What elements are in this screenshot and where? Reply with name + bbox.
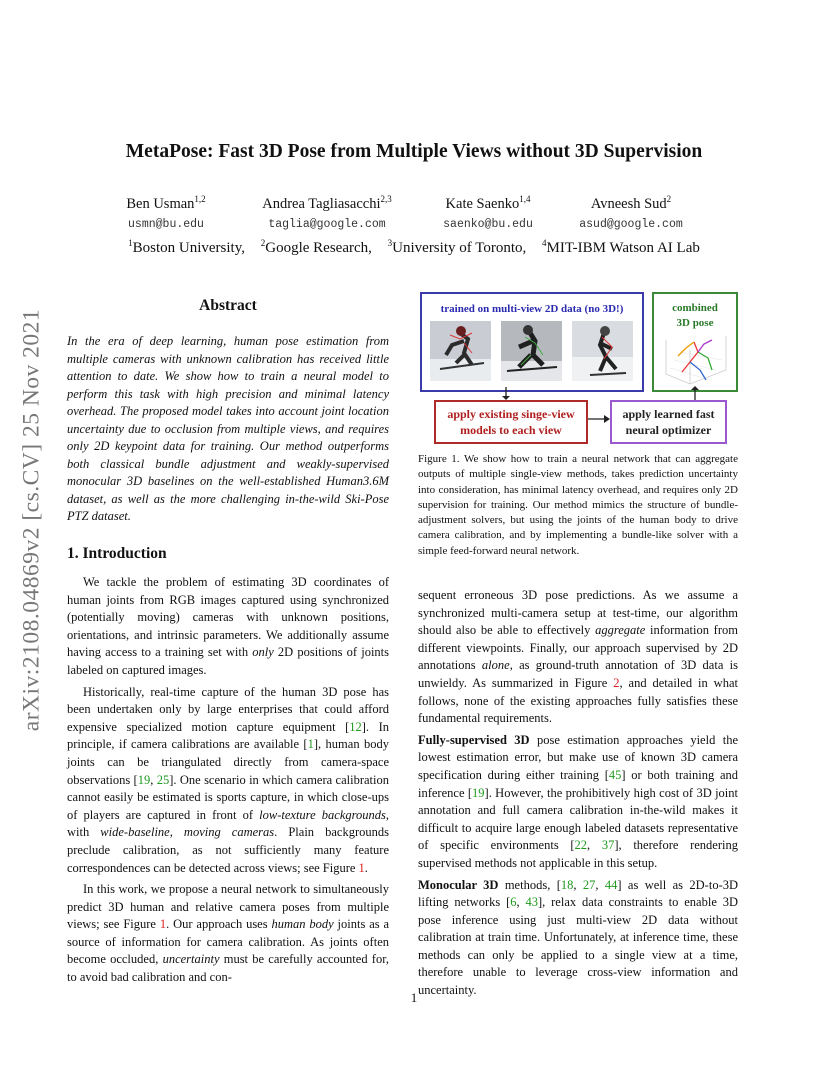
text-run: , — [516, 895, 526, 910]
text-run: must be carefully accounted for, to avoid bad calibration and con- — [67, 952, 390, 985]
affiliation-sup: 2 — [260, 238, 266, 248]
text-run: , — [595, 877, 605, 892]
affiliation-name: MIT-IBM Watson AI Lab — [546, 240, 700, 256]
text-run: ]. In principle, if camera calibrations are available [ — [67, 719, 389, 752]
figure-link[interactable]: 2 — [613, 675, 620, 690]
emphasis: aggregate — [595, 623, 646, 638]
author-email: taglia@google.com — [268, 218, 386, 231]
author-3 — [426, 196, 550, 231]
arxiv-stamp-text: arXiv:2108.04869v2 [cs.CV] 25 Nov 2021 — [18, 308, 45, 732]
text-run: 2D positions of joints labeled on captured images. — [67, 645, 389, 677]
author-sup: 1,2 — [194, 194, 206, 205]
citation-link[interactable]: 27 — [582, 877, 596, 892]
paragraph-lead: Fully-supervised 3D — [418, 732, 530, 747]
text-run: joints as a source of information for camera calibration. As joints often become occluded, — [67, 917, 390, 967]
combined-label-line-2: 3D pose — [676, 317, 714, 329]
skier-image-2 — [501, 321, 562, 381]
arxiv-stamp — [14, 282, 50, 758]
right-paragraph-1 — [418, 587, 738, 728]
emphasis: only — [252, 645, 274, 660]
affiliation-sup: 1 — [128, 238, 133, 248]
text-run: We tackle the problem of estimating 3D coordinates of human joints from RGB images captured using synchronized (potentially moving) cameras with unknown positions, orientations, and intrinsic parameters. We additionally assume having access to a training set with — [67, 575, 389, 660]
affiliation-sup: 3 — [387, 238, 393, 248]
skier-image-3 — [572, 321, 633, 381]
citation-link[interactable]: 12 — [349, 719, 362, 734]
text-run: . Our approach uses — [166, 917, 272, 932]
text-run: ] or both training and inference [ — [418, 767, 738, 800]
affiliation-name: University of Toronto, — [392, 240, 527, 256]
affiliation-3 — [388, 240, 527, 256]
citation-link[interactable]: 44 — [604, 877, 618, 892]
author-name: Andrea Tagliasacchi — [262, 196, 381, 212]
citation-link[interactable]: 25 — [156, 772, 170, 787]
text-run: information from different viewpoints. Finally, our approach supervised by 2D annotations — [418, 623, 738, 673]
text-run: ], human body joints can be triangulated directly from camera-space observations [ — [67, 737, 389, 787]
affiliation-4 — [542, 240, 700, 256]
author-email: asud@google.com — [579, 218, 683, 231]
figure-1-caption: Figure 1. We show how to train a neural network that can aggregate outputs of multiple single-view methods, takes prediction uncertainty into consideration, has minimal latency overhead, and requires only 2D supervision for training. Our method mimics the structure of bundle-adjustment solvers, but using the joints of the human body to drive camera calibration, and by implementing a bundle-like solver with a simple feed-forward neural network. — [418, 453, 738, 557]
right-column-body — [418, 587, 738, 1000]
combined-label-line-1: combined — [672, 302, 718, 314]
text-run: , as ground-truth annotation of 3D data is unwieldy. As summarized in Figure — [418, 658, 738, 690]
text-run: sequent erroneous 3D pose predictions. As we assume a synchronized multi-camera setup at test-time, our algorithm should also be able to effectively — [418, 588, 738, 638]
figure-link[interactable]: 1 — [358, 860, 365, 875]
affiliations — [0, 240, 828, 257]
citation-link[interactable]: 45 — [608, 767, 622, 782]
citation-link[interactable]: 19 — [472, 785, 485, 800]
text-run: ], relax data constraints to enable 3D pose inference using just multi-view 2D data without calibration at train time. Unfortunately, at inference time, these methods can only be applied to a single view at a time, therefore unable to leverage cross-view information and uncertainty. — [418, 895, 738, 998]
citation-link[interactable]: 6 — [510, 895, 517, 910]
intro-paragraph-2 — [67, 684, 389, 878]
skier-image-1 — [430, 321, 491, 381]
combined-3d-pose-label — [654, 301, 736, 331]
right-paragraph-3 — [418, 877, 738, 1000]
right-paragraph-2 — [418, 732, 738, 873]
text-run: , with — [67, 807, 390, 840]
text-run: ]. However, the prohibitively high cost of 3D joint annotation and full camera calibration in-the-wild makes it difficult to acquire large enough labeled datasets representative of specific environments [ — [418, 785, 738, 853]
citation-link[interactable]: 37 — [601, 838, 615, 853]
author-2 — [242, 196, 412, 231]
text-run: . — [364, 860, 368, 875]
neural-optimizer-box: apply learned fast neural optimizer — [610, 400, 727, 444]
citation-link[interactable]: 18 — [560, 877, 574, 892]
paper-title: MetaPose: Fast 3D Pose from Multiple Views without 3D Supervision — [125, 141, 703, 162]
text-run: , and detailed in what follows, none of the existing approaches fully satisfies these fundamental requirements. — [418, 675, 738, 726]
text-run: . Plain backgrounds preclude calibration, as not sufficiently many feature correspondences can be detected across views; see Figure — [67, 825, 389, 875]
figure-multiview-box — [420, 292, 644, 392]
author-email: usmn@bu.edu — [128, 218, 204, 231]
text-run: Historically, real-time capture of the human 3D pose has been undertaken only by large enterprises that could afford expensive specialized motion capture equipment [ — [67, 684, 389, 734]
text-run: , — [573, 877, 583, 892]
paragraph-lead: Monocular 3D — [418, 877, 499, 892]
arrow-right — [585, 412, 611, 426]
text-run: , — [150, 772, 157, 787]
author-name: Avneesh Sud — [590, 196, 667, 212]
text-run: , — [587, 838, 602, 853]
author-1 — [103, 196, 229, 231]
citation-link[interactable]: 43 — [525, 895, 538, 910]
single-view-models-box: apply existing singe-view models to each view — [434, 400, 588, 444]
emphasis: low-texture backgrounds — [259, 807, 386, 822]
figure-link[interactable]: 1 — [159, 917, 167, 932]
figure-3d-pose-box — [652, 292, 738, 392]
affiliation-1 — [128, 240, 245, 256]
emphasis: wide-baseline, moving cameras — [100, 825, 275, 840]
multiview-box-label: trained on multi-view 2D data (no 3D!) — [440, 303, 624, 315]
page-number: 1 — [410, 990, 418, 1005]
emphasis: alone — [481, 658, 510, 673]
abstract-heading: Abstract — [199, 297, 257, 314]
affiliation-name: Google Research, — [265, 240, 372, 256]
author-email: saenko@bu.edu — [443, 218, 533, 231]
abstract-text: In the era of deep learning, human pose estimation from multiple cameras with unknown calibration has received little attention to date. We show how to train a neural model to perform this task with high precision and minimal latency overhead. The proposed model takes into account joint location uncertainty due to occlusion from multiple views, and requires only 2D keypoint data for training. Our method outperforms both classical bundle adjustment and weakly-supervised monocular 3D baselines on the well-established Human3.6M dataset, as well as the more challenging in-the-wild Ski-Pose PTZ dataset. — [67, 334, 389, 523]
emphasis: human body — [271, 917, 334, 932]
intro-paragraph-3 — [67, 881, 389, 987]
text-run: ], therefore rendering supervised methods not applicable in this setup. — [418, 838, 738, 870]
author-name: Ben Usman — [126, 196, 195, 212]
citation-link[interactable]: 22 — [574, 838, 588, 853]
text-run: ]. One scenario in which camera calibration cannot easily be estimated is sports capture, in which close-ups of players are captured in front of — [67, 772, 389, 822]
emphasis: uncertainty — [162, 952, 220, 967]
author-4 — [566, 196, 696, 231]
text-run: ] as well as 2D-to-3D lifting networks [ — [418, 877, 739, 910]
intro-paragraph-1 — [67, 574, 389, 680]
text-run: methods, [ — [498, 877, 561, 892]
citation-link[interactable]: 19 — [137, 772, 151, 787]
affiliation-name: Boston University, — [132, 240, 246, 256]
section-heading-introduction: 1. Introduction — [67, 545, 167, 562]
affiliation-sup: 4 — [541, 238, 547, 248]
author-sup: 2,3 — [380, 194, 392, 205]
citation-link[interactable]: 1 — [307, 737, 314, 752]
author-sup: 2 — [666, 194, 672, 205]
text-run: In this work, we propose a neural network to simultaneously predict 3D human and relative camera poses from multiple views; see Figure — [67, 882, 389, 932]
author-sup: 1,4 — [519, 194, 531, 205]
affiliation-2 — [261, 240, 372, 256]
author-name: Kate Saenko — [445, 196, 520, 212]
left-column-body — [67, 574, 389, 987]
text-run: pose estimation approaches yield the lowest estimation error, but make use of known 3D camera specification during either training [ — [418, 732, 738, 782]
3d-skeleton-plot — [660, 330, 730, 386]
